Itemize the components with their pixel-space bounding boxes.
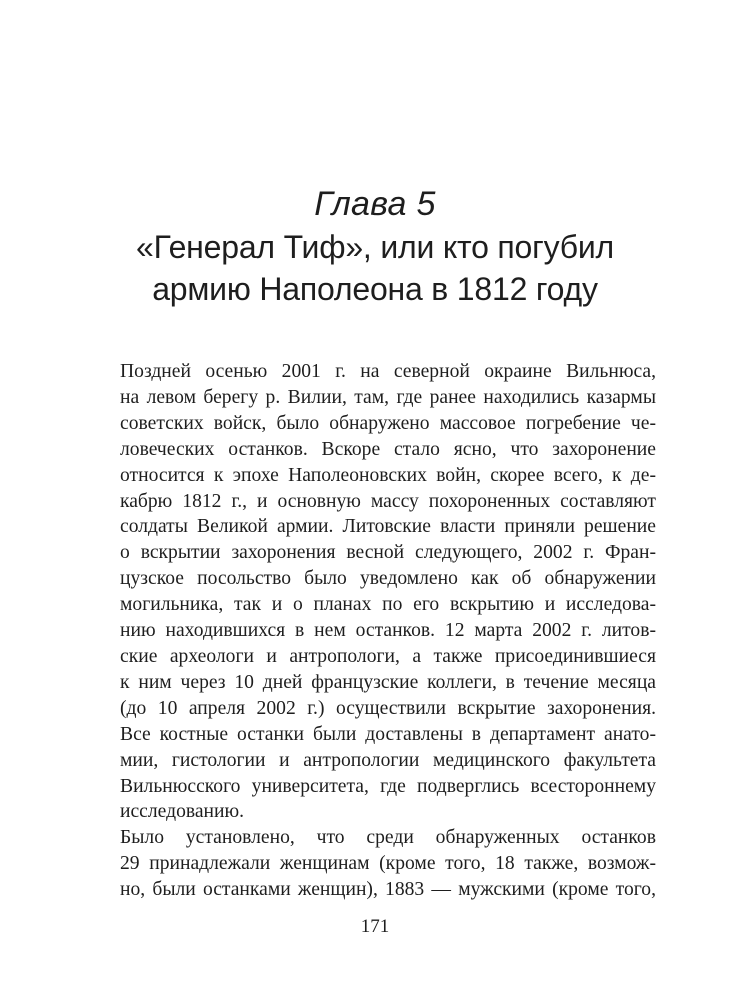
text-line: Вильнюсского университета, где подверглись всестороннему (120, 775, 656, 797)
text-line: ловеческих останков. Вскоре стало ясно, что захоронение (120, 438, 656, 460)
paragraph (120, 825, 656, 903)
text-line: Все костные останки были доставлены в департамент анато- (120, 723, 656, 745)
page-number: 171 (360, 916, 390, 937)
text-line: могильника, так и о планах по его вскрытию и исследова- (120, 594, 656, 616)
body-text (120, 359, 656, 903)
text-line: но, были останками женщин), 1883 — мужскими (кроме того, (120, 879, 656, 901)
text-line: (до 10 апреля 2002 г.) осуществили вскрытие захоронения. (120, 697, 656, 719)
text-line: о вскрытии захоронения весной следующего, 2002 г. Фран- (120, 542, 656, 564)
chapter-heading (0, 182, 750, 310)
text-line: советских войск, было обнаружено массовое погребение че- (120, 412, 656, 434)
text-line: нию находившихся в нем останков. 12 марта 2002 г. литов- (120, 620, 656, 642)
text-line: Поздней осенью 2001 г. на северной окраине Вильнюса, (120, 361, 656, 382)
text-line: Было установлено, что среди обнаруженных останков (120, 827, 656, 849)
text-line: к ним через 10 дней французские коллеги, в течение месяца (120, 671, 656, 693)
text-line: относится к эпохе Наполеоновских войн, скорее всего, к де- (120, 464, 656, 486)
text-line: кабрю 1812 г., и основную массу похороненных составляют (120, 490, 656, 512)
chapter-title-line: армию Наполеона в 1812 году (152, 271, 598, 307)
chapter-title-line: «Генерал Тиф», или кто погубил (135, 229, 615, 265)
text-line: исследованию. (120, 801, 245, 823)
chapter-label: Глава 5 (314, 185, 436, 223)
paragraph (120, 359, 656, 825)
text-line: на левом берегу р. Вилии, там, где ранее находились казармы (120, 386, 656, 408)
text-line: солдаты Великой армии. Литовские власти приняли решение (120, 516, 656, 538)
text-line: 29 принадлежали женщинам (кроме того, 18 также, возмож- (120, 853, 656, 875)
text-line: мии, гистологии и антропологии медицинского факультета (120, 749, 656, 771)
text-line: ские археологи и антропологи, а также присоединившиеся (120, 645, 656, 667)
text-line: цузское посольство было уведомлено как об обнаружении (120, 568, 656, 590)
